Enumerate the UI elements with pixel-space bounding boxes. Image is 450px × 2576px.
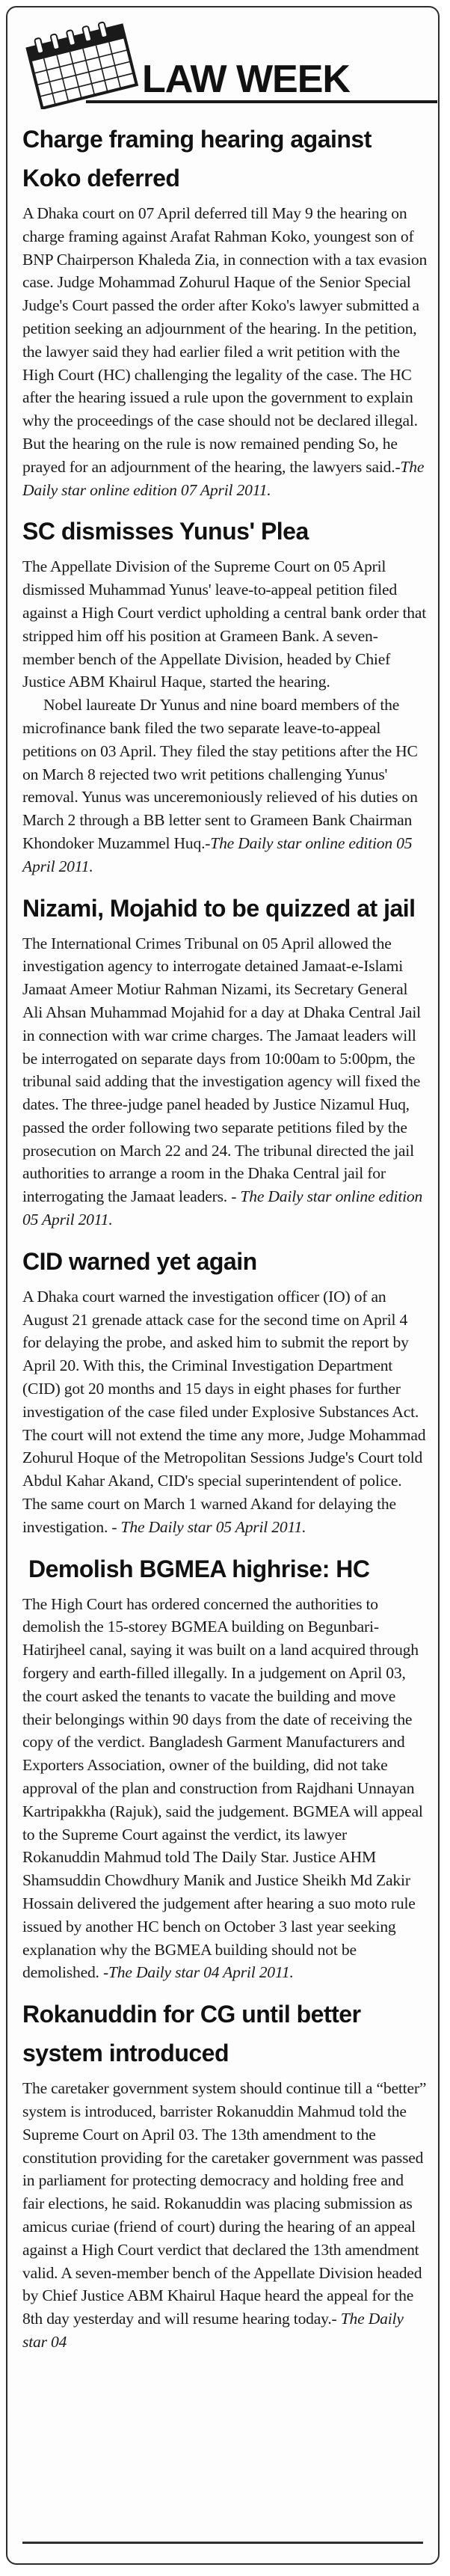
story-cid	[22, 1242, 428, 1539]
section-title: LAW WEEK	[142, 58, 350, 101]
masthead	[15, 13, 434, 111]
story-source: - The Daily star online edition 05 April 2011.	[22, 1187, 423, 1229]
story-body	[22, 1285, 428, 1539]
story-source: - The Daily star 04	[22, 2310, 404, 2351]
stories-column	[22, 120, 428, 2364]
story-headline: Demolish BGMEA highrise: HC	[28, 1555, 370, 1582]
story-source: -The Daily star online edition 05 April 2011.	[22, 833, 413, 875]
story-paragraph: The Appellate Division of the Supreme Court on 05 April dismissed Muhammad Yunus' leave-to-appeal petition filed against a High Court verdict upholding a central bank order that stripped him off his position at Grameen Bank. A seven-member bench of the Appellate Division, headed by Chief Justice ABM Khairul Haque, started the hearing.	[22, 557, 427, 691]
story-body	[22, 202, 428, 501]
story-koko	[22, 120, 428, 501]
story-headline: Nizami, Mojahid to be quizzed at jail	[22, 894, 416, 922]
story-bgmea	[22, 1549, 428, 1985]
story-headline: Charge framing hearing against Koko deferred	[22, 126, 372, 192]
story-headline: SC dismisses Yunus' Plea	[22, 518, 309, 545]
story-paragraph: A Dhaka court on 07 April deferred till May 9 the hearing on charge framing against Arafat Rahman Koko, youngest son of BNP Chairperson Khaleda Zia, in connection with a tax evasion case. Judge Mohammad Zohurul Haque of the Senior Special Judge's Court passed the order after Koko's lawyer submitted a petition seeking an adjournment of the hearing. In the petition, the lawyer said they had earlier filed a writ petition with the High Court (HC) challenging the legality of the case. The HC after the hearing issued a rule upon the government to explain why the proceedings of the case should not be declared illegal. But the hearing on the rule is now remained pending So, he prayed for an adjournment of the hearing, the lawyers said.-The Daily star online edition 07 April 2011.	[22, 204, 428, 499]
story-rokanuddin	[22, 1995, 428, 2354]
story-body	[22, 555, 428, 878]
story-nizami	[22, 889, 428, 1232]
story-body	[22, 1593, 428, 1985]
story-source: - The Daily star 05 April 2011.	[111, 1517, 306, 1536]
story-paragraph: The International Crimes Tribunal on 05 April allowed the investigation agency to interrogate detained Jamaat-e-Islami Jamaat Ameer Motiur Rahman Nizami, its Secretary General Ali Ahsan Muhammad Mojahid for a day at Dhaka Central Jail in connection with war crime charges. The Jamaat leaders will be interrogated on separate days from 10:00am to 5:00pm, the tribunal said adding that the investigation agency will fixed the dates. The three-judge panel headed by Justice Nizamul Huq, passed the order following two separate petitions filed by the prosecution on March 22 and 24. The tribunal directed the jail authorities to arrange a room in the Dhaka Central jail for interrogating the Jamaat leaders. - The Daily star online edition 05 April 2011.	[22, 934, 423, 1229]
story-body	[22, 2077, 428, 2354]
newsletter-page	[6, 6, 440, 2565]
story-paragraph: The High Court has ordered concerned the authorities to demolish the 15-storey BGMEA building on Begunbari-Hatirjheel canal, saying it was built on a land acquired through forgery and earth-filled illegally. In a judgement on April 03, the court asked the tenants to vacate the building and move their belongings within 90 days from the date of receiving the copy of the verdict. Bangladesh Garment Manufacturers and Exporters Association, owner of the building, did not take approval of the plan and construction from Rajdhani Unnayan Kartripakkha (Rajuk), said the judgement. BGMEA will appeal to the Supreme Court against the verdict, its lawyer Rokanuddin Mahmud told The Daily Star. Justice AHM Shamsuddin Chowdhury Manik and Justice Sheikh Md Zakir Hossain delivered the judgement after hearing a suo moto rule issued by another HC bench on October 3 last year seeking explanation why the BGMEA building should not be demolished. -The Daily star 04 April 2011.	[22, 1594, 423, 1982]
story-source: -The Daily star 04 April 2011.	[102, 1963, 294, 1982]
story-body	[22, 932, 428, 1232]
bottom-divider	[22, 2542, 423, 2544]
story-headline: Rokanuddin for CG until better system introduced	[22, 2001, 361, 2067]
story-headline: CID warned yet again	[22, 1247, 257, 1275]
story-source: -The Daily star online edition 07 April 2011.	[22, 457, 425, 499]
story-paragraph: Nobel laureate Dr Yunus and nine board members of the microfinance bank filed the two separate leave-to-appeal petitions on 03 April. They filed the stay petitions after the HC on March 8 rejected two writ petitions challenging Yunus' removal. Yunus was unceremoniously relieved of his duties on March 2 through a BB letter sent to Grameen Bank Chairman Khondoker Muzammel Huq.-The Daily star online edition 05 April 2011.	[22, 696, 418, 875]
story-paragraph: The caretaker government system should continue till a “better” system is introduced, barrister Rokanuddin Mahmud told the Supreme Court on April 03. The 13th amendment to the constitution providing for the caretaker government was passed in parliament for protecting democracy and holding free and fair elections, he said. Rokanuddin was placing submission as amicus curiae (friend of court) during the hearing of an appeal against a High Court verdict that declared the 13th amendment valid. A seven-member bench of the Appellate Division headed by Chief Justice ABM Khairul Haque heard the appeal for the 8th day yesterday and will resume hearing today.- The Daily star 04	[22, 2079, 427, 2351]
story-paragraph: A Dhaka court warned the investigation officer (IO) of an August 21 grenade attack case for the second time on April 4 for delaying the probe, and asked him to submit the report by April 20. With this, the Criminal Investigation Department (CID) got 20 months and 15 days in eight phases for further investigation of the case filed under Explosive Substances Act. The court will not extend the time any more, Judge Mohammad Zohurul Hoque of the Metropolitan Sessions Judge's Court told Abdul Kahar Akand, CID's special superintendent of police. The same court on March 1 warned Akand for delaying the investigation. - The Daily star 05 April 2011.	[22, 1287, 426, 1536]
story-yunus	[22, 512, 428, 878]
